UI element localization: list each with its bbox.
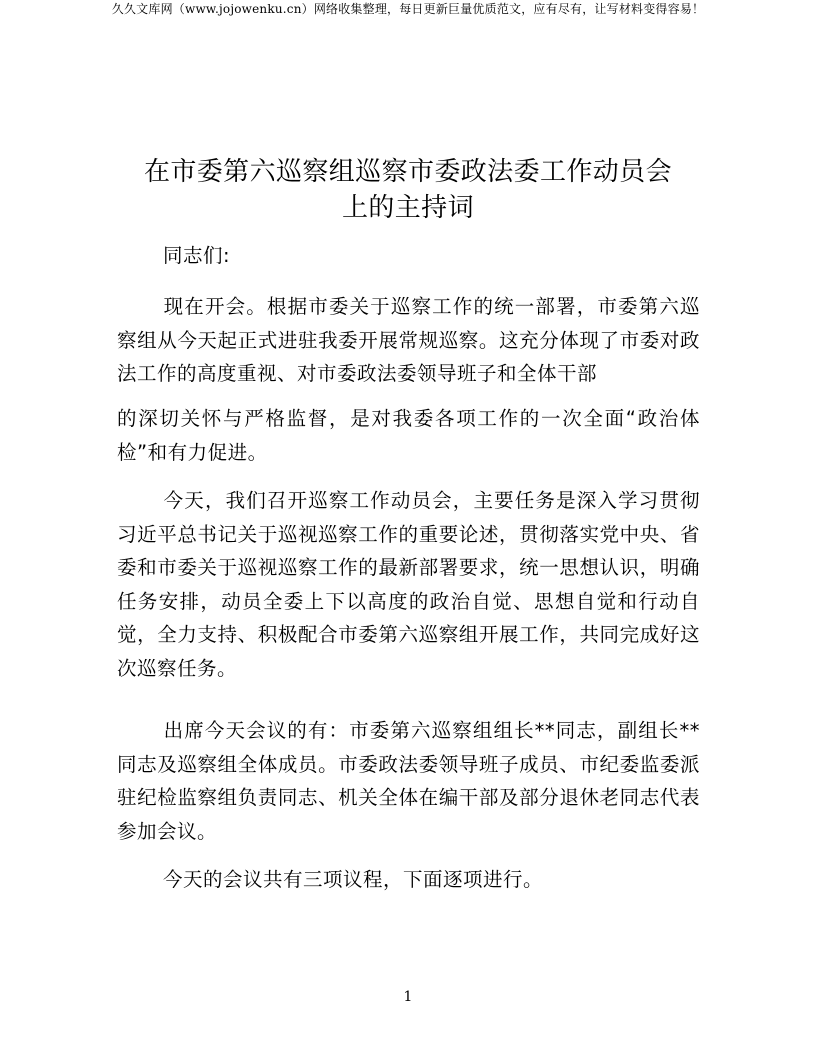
title-line-2: 上的主持词	[341, 193, 474, 223]
paragraph-agenda-text: 今天的会议共有三项议程，下面逐项进行。	[163, 868, 544, 891]
paragraph-opening	[117, 290, 700, 391]
paragraph-attendees-text: 出席今天会议的有：市委第六巡察组组长**同志，副组长**同志及巡察组全体成员。市委政法委领导班子成员、市纪委监委派驻纪检监察组负责同志、机关全体在编干部及部分退休老同志代表参加会议。	[117, 719, 700, 843]
source-note-header: 久久文库网（www.jojowenku.cn）网络收集整理，每日更新巨量优质范文，应有尽有，让写材料变得容易！	[111, 2, 705, 16]
paragraph-opening-text: 现在开会。根据市委关于巡察工作的统一部署，市委第六巡察组从今天起正式进驻我委开展常规巡察。这充分体现了市委对政法工作的高度重视、对市委政法委领导班子和全体干部	[117, 295, 700, 385]
paragraph-attendees	[117, 714, 700, 848]
title-line-1: 在市委第六巡察组巡察市委政法委工作动员会	[143, 157, 672, 187]
paragraph-agenda	[117, 863, 700, 897]
paragraph-purpose	[117, 484, 700, 685]
page-number: 1	[403, 989, 413, 1005]
salutation-text: 同志们:	[163, 244, 231, 267]
salutation	[117, 239, 700, 273]
paragraph-opening-continued	[117, 402, 700, 469]
paragraph-opening-continued-text: 的深切关怀与严格监督，是对我委各项工作的一次全面“政治体检”和有力促进。	[117, 407, 700, 464]
document-title	[100, 154, 716, 226]
paragraph-purpose-text: 今天，我们召开巡察工作动员会，主要任务是深入学习贯彻习近平总书记关于巡视巡察工作的重要论述，贯彻落实党中央、省委和市委关于巡视巡察工作的最新部署要求，统一思想认识，明确任务安排，动员全委上下以高度的政治自觉、思想自觉和行动自觉，全力支持、积极配合市委第六巡察组开展工作，共同完成好这次巡察任务。	[117, 489, 700, 680]
